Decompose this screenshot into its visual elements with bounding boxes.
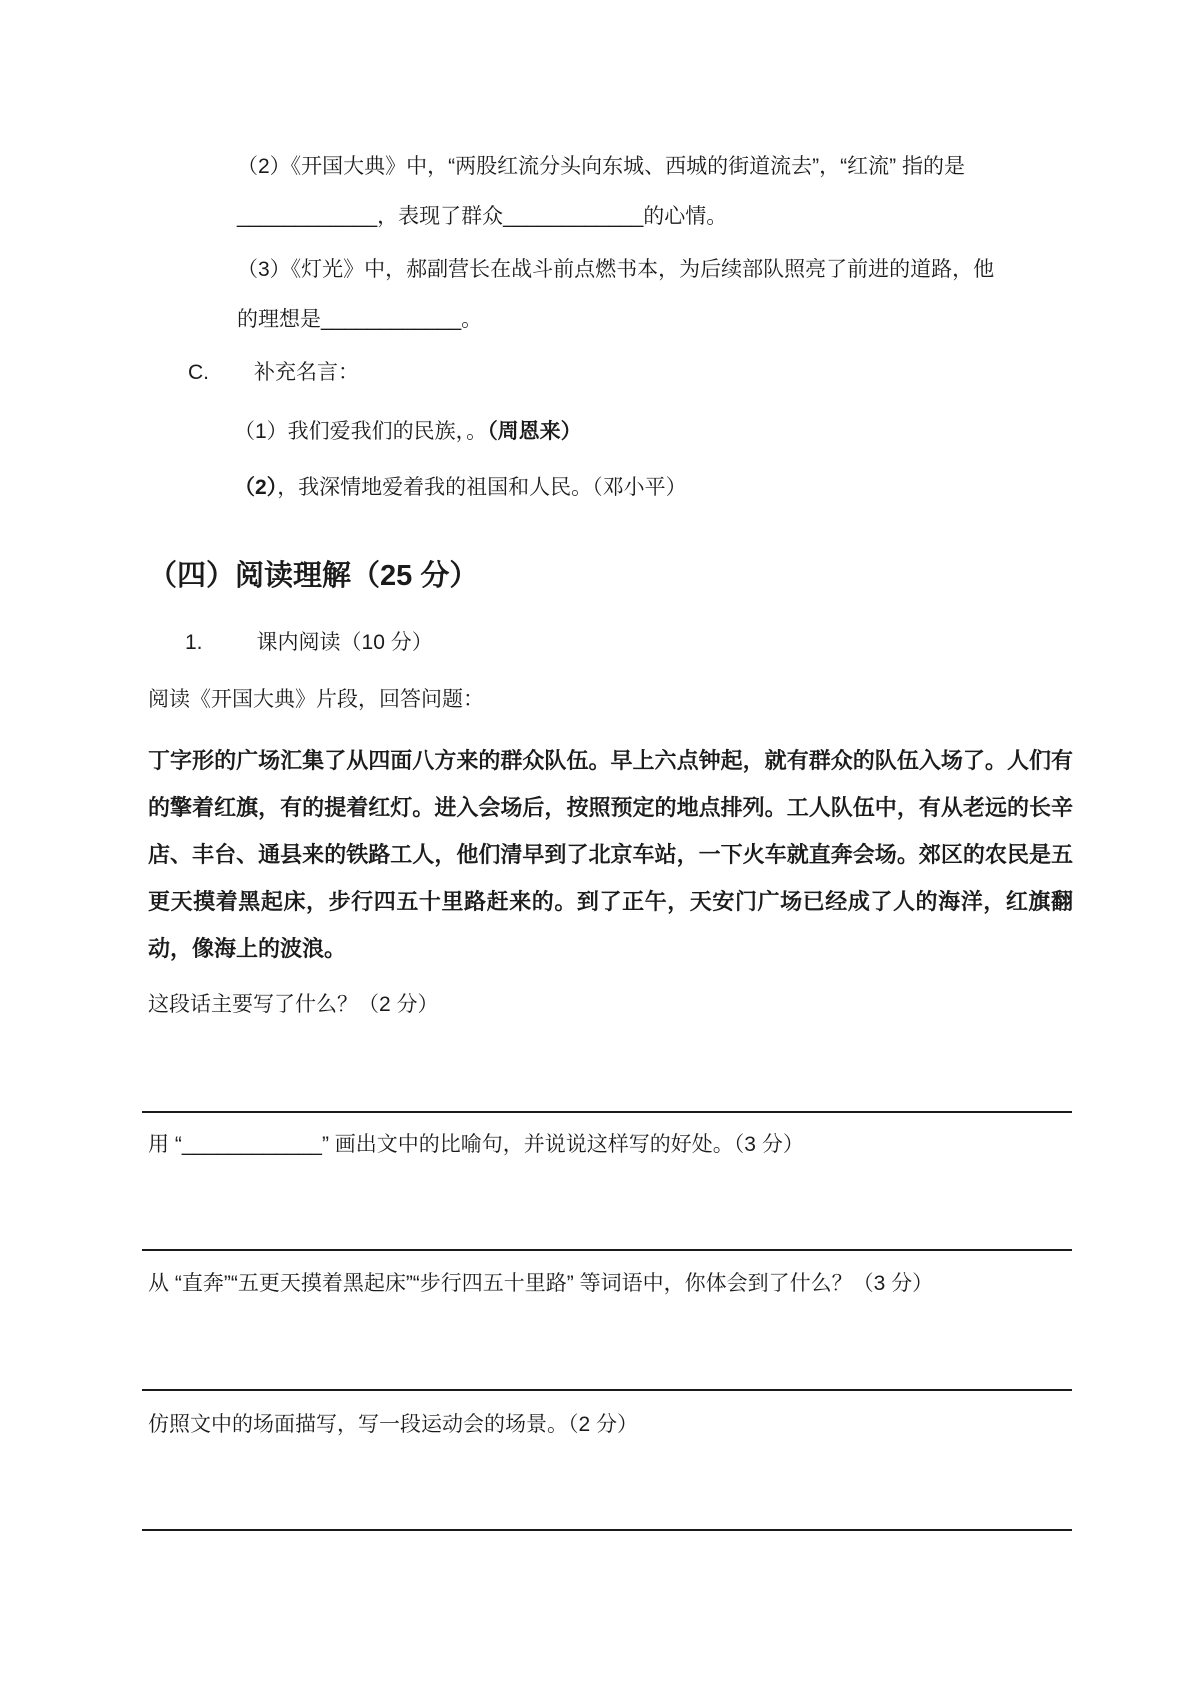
section-c-item1-text: （1）我们爱我们的民族，。 [234, 420, 488, 443]
answer-line-4 [142, 1529, 1072, 1531]
section-c-label: C. [188, 361, 209, 384]
answer-line-3 [142, 1389, 1072, 1391]
section-c-item2-text: ，我深情地爱着我的祖国和人民。（邓小平） [277, 476, 687, 499]
sub-item1-number: 1. [185, 631, 203, 654]
reading-passage: 丁字形的广场汇集了从四面八方来的群众队伍。早上六点钟起，就有群众的队伍入场了。人们有的擎着红旗，有的提着红灯。进入会场后，按照预定的地点排列。工人队伍中，有从老远的长辛店、丰台、通县来的铁路工人，他们清早到了北京车站，一下火车就直奔会场。郊区的农民是五更天摸着黑起床，步行四五十里路赶来的。到了正午，天安门广场已经成了人的海洋，红旗翻动，像海上的波浪。 [148, 748, 1073, 961]
reading-question3: 从 “直奔”“五更天摸着黑起床”“步行四五十里路” 等词语中，你体会到了什么？（3 分） [148, 1272, 934, 1295]
reading-question1: 这段话主要写了什么？（2 分） [148, 993, 439, 1016]
sub-item1-title: 课内阅读（10 分） [256, 631, 433, 654]
fill-in-item2-line2: ____________，表现了群众____________的心情。 [237, 205, 728, 228]
reading-question2: 用 “____________” 画出文中的比喻句，并说说这样写的好处。（3 分） [148, 1133, 804, 1156]
answer-line-2 [142, 1249, 1072, 1251]
fill-in-item3-line2: 的理想是____________。 [237, 308, 483, 331]
section-c-header [188, 358, 359, 388]
section-c-item1-author: （周恩来） [487, 420, 582, 443]
reading-intro: 阅读《开国大典》片段，回答问题： [148, 688, 484, 711]
fill-in-item2-line1: （2）《开国大典》中，“两股红流分头向东城、西城的街道流去”，“红流” 指的是 [237, 155, 965, 178]
section4-heading: （四）阅读理解（25 分） [148, 560, 479, 592]
fill-in-item3-line1: （3）《灯光》中，郝副营长在战斗前点燃书本，为后续部队照亮了前进的道路，他 [237, 258, 995, 281]
sub-item1-header [185, 628, 433, 658]
section-c-item1 [234, 417, 582, 447]
reading-question4: 仿照文中的场面描写，写一段运动会的场景。（2 分） [148, 1413, 639, 1436]
section-c-item2-number: （2） [234, 476, 278, 499]
answer-line-1 [142, 1111, 1072, 1113]
section-c-title: 补充名言： [254, 361, 359, 384]
section-c-item2 [234, 473, 687, 503]
